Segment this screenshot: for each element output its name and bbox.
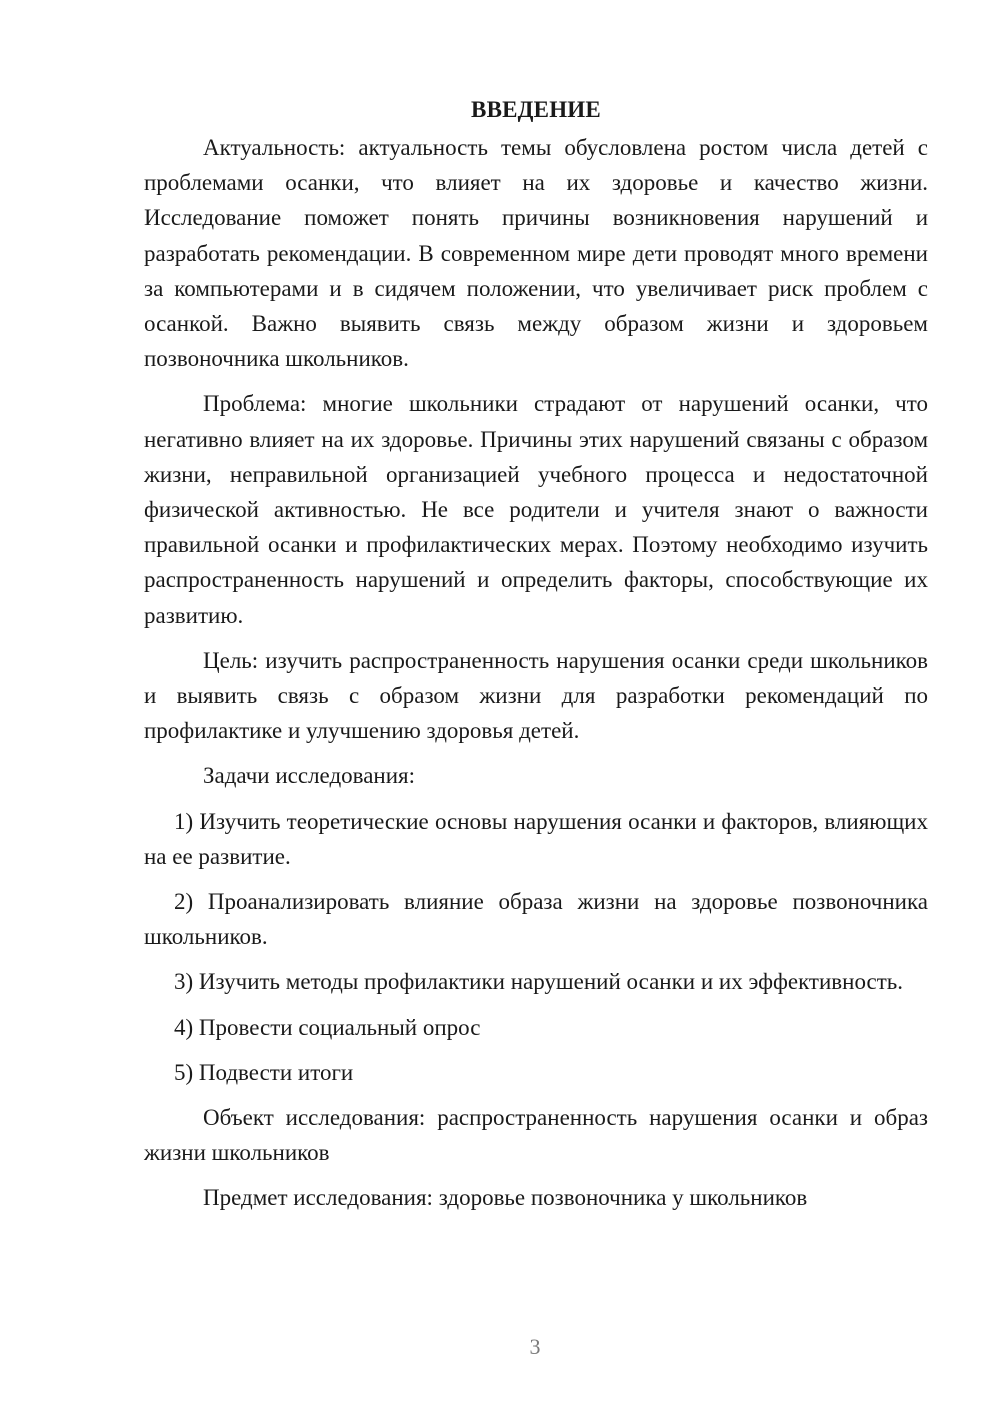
task-item: 4) Провести социальный опрос	[174, 1014, 481, 1040]
relevance-paragraph: Актуальность: актуальность темы обусловлена ростом числа детей с проблемами осанки, что влияет на их здоровье и качество жизни. Исследование поможет понять причины возникновения нарушений и разработать рекомендации. В современном мире дети проводят много времени за компьютерами и в сидячем положении, что увеличивает риск проблем с осанкой. Важно выявить связь между образом жизни и здоровьем позвоночника школьников.	[144, 135, 928, 372]
subject-paragraph: Предмет исследования: здоровье позвоночника у школьников	[203, 1185, 808, 1211]
section-heading: ВВЕДЕНИЕ	[471, 97, 601, 122]
task-item: 2) Проанализировать влияние образа жизни на здоровье позвоночника школьников.	[144, 889, 928, 950]
page-number: 3	[529, 1334, 541, 1359]
tasks-title: Задачи исследования:	[203, 763, 416, 789]
goal-paragraph: Цель: изучить распространенность нарушения осанки среди школьников и выявить связь с образом жизни для разработки рекомендаций по профилактике и улучшению здоровья детей.	[144, 647, 928, 744]
page-content	[144, 92, 928, 1226]
task-item: 1) Изучить теоретические основы нарушения осанки и факторов, влияющих на ее развитие.	[144, 808, 928, 869]
problem-paragraph: Проблема: многие школьники страдают от нарушений осанки, что негативно влияет на их здоровье. Причины этих нарушений связаны с образом жизни, неправильной организацией учебного процесса и недостаточной физической активностью. Не все родители и учителя знают о важности правильной осанки и профилактических мерах. Поэтому необходимо изучить распространенность нарушений и определить факторы, способствующие их развитию.	[144, 391, 928, 628]
object-paragraph: Объект исследования: распространенность нарушения осанки и образ жизни школьников	[144, 1105, 928, 1166]
task-item: 3) Изучить методы профилактики нарушений осанки и их эффективность.	[174, 969, 904, 995]
task-item: 5) Подвести итоги	[174, 1059, 354, 1085]
